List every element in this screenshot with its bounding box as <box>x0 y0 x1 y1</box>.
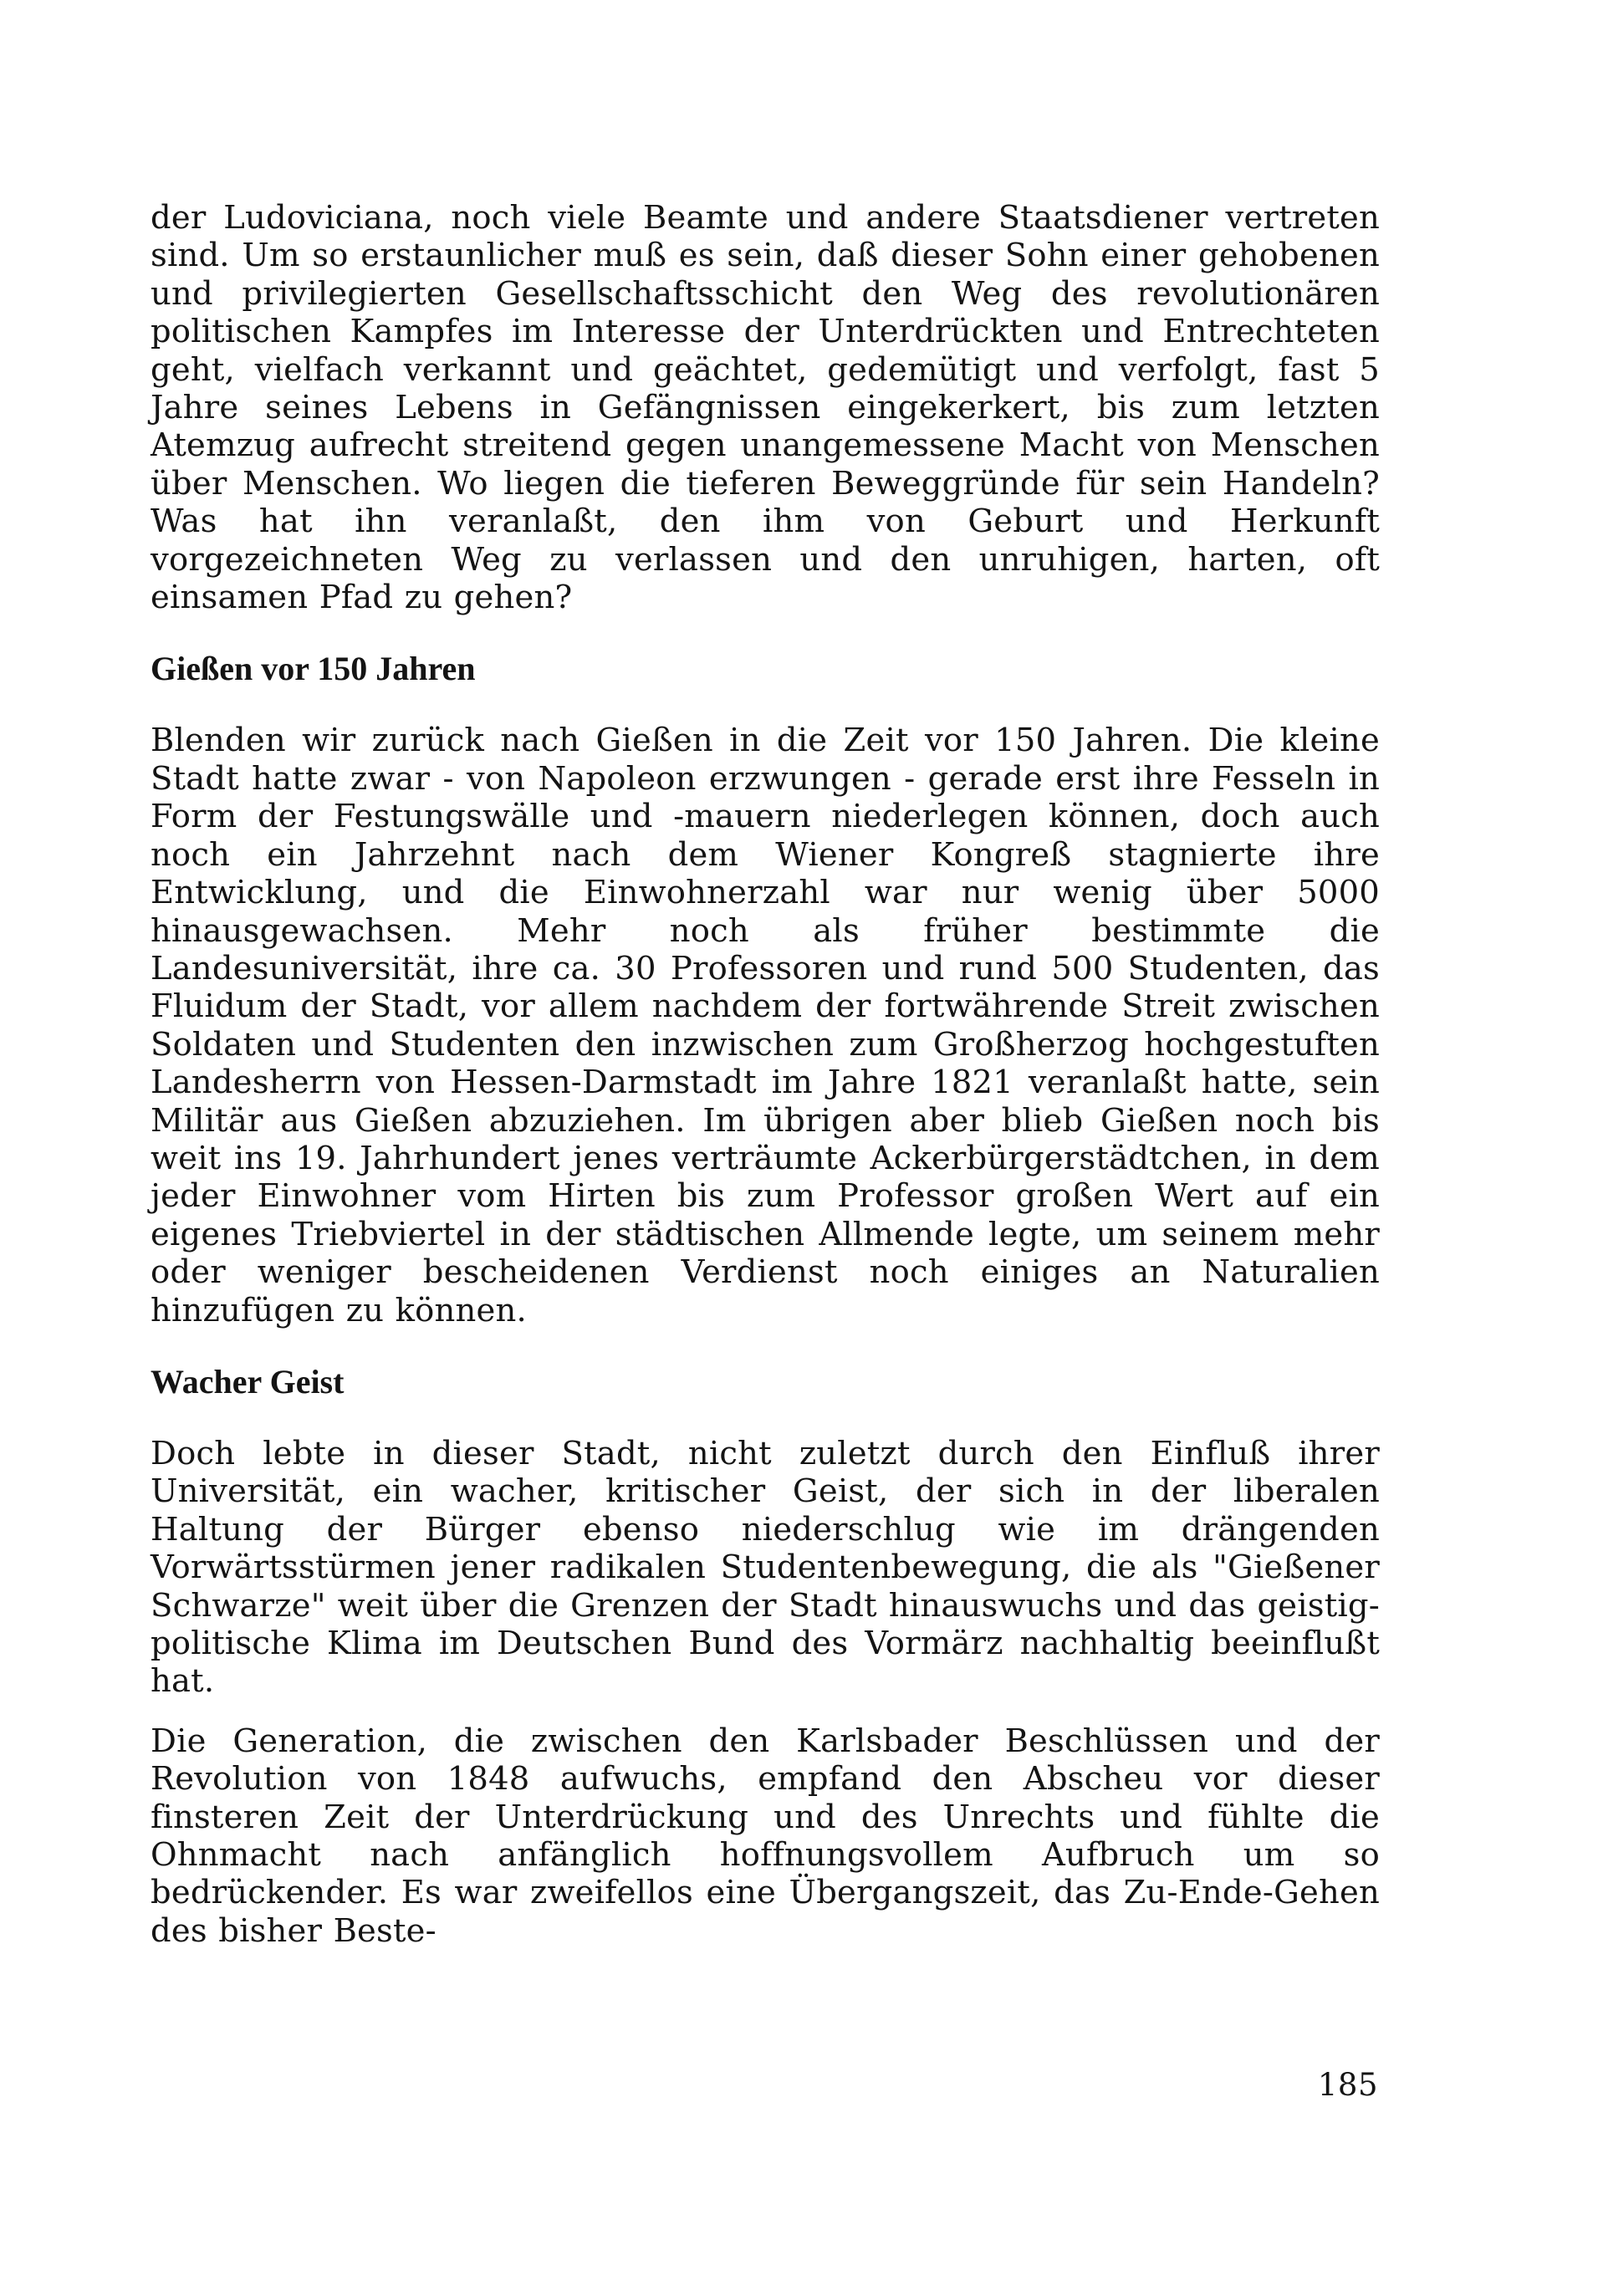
paragraph-giessen: Blenden wir zurück nach Gießen in die Zeit vor 150 Jahren. Die kleine Stadt hatte zwar - von Napoleon erzwungen - gerade erst ihre Fesseln in Form der Festungswälle und -mauern niederlegen können, doch auch noch ein Jahrzehnt nach dem Wiener Kongreß stagnierte ihre Entwicklung, und die Einwohnerzahl war nur wenig über 5000 hinausgewachsen. Mehr noch als früher bestimmte die Landesuniversität, ihre ca. 30 Professoren und rund 500 Studenten, das Fluidum der Stadt, vor allem nachdem der fortwährende Streit zwischen Soldaten und Studenten den inzwischen zum Großherzog hochgestuften Landesherrn von Hessen-Darmstadt im Jahre 1821 veranlaßt hatte, sein Militär aus Gießen abzuziehen. Im übrigen aber blieb Gießen noch bis weit ins 19. Jahrhundert jenes verträumte Ackerbürgerstädtchen, in dem jeder Einwohner vom Hirten bis zum Professor großen Wert auf ein eigenes Triebviertel in der städtischen Allmende legte, um seinem mehr oder weniger bescheidenen Verdienst noch einiges an Naturalien hinzufügen zu können. <box>151 722 1380 1329</box>
paragraph-wacher-geist: Doch lebte in dieser Stadt, nicht zuletzt durch den Einfluß ihrer Universität, ein wacher, kritischer Geist, der sich in der liberalen Haltung der Bürger ebenso niederschlug wie im drängenden Vorwärtsstürmen jener radikalen Studentenbewegung, die als "Gießener Schwarze" weit über die Grenzen der Stadt hinauswuchs und das geistig-politische Klima im Deutschen Bund des Vormärz nachhaltig beeinflußt hat. <box>151 1434 1380 1701</box>
section-heading-wacher-geist: Wacher Geist <box>151 1362 345 1401</box>
section-heading-giessen: Gießen vor 150 Jahren <box>151 650 476 688</box>
text-column <box>151 199 1380 1950</box>
paragraph-intro: der Ludoviciana, noch viele Beamte und andere Staatsdiener vertreten sind. Um so erstaunlicher muß es sein, daß dieser Sohn einer gehobenen und privilegierten Gesellschaftsschicht den Weg des revolutionären politischen Kampfes im Interesse der Unterdrückten und Entrechteten geht, vielfach verkannt und geächtet, gedemütigt und verfolgt, fast 5 Jahre seines Lebens in Gefängnissen eingekerkert, bis zum letzten Atemzug aufrecht streitend gegen unangemessene Macht von Menschen über Menschen. Wo liegen die tieferen Beweggründe für sein Handeln? Was hat ihn veranlaßt, den ihm von Geburt und Herkunft vorgezeichneten Weg zu verlassen und den unruhigen, harten, oft einsamen Pfad zu gehen? <box>151 199 1380 617</box>
paragraph-generation: Die Generation, die zwischen den Karlsbader Beschlüssen und der Revolution von 1848 aufwuchs, empfand den Abscheu vor dieser finsteren Zeit der Unterdrückung und des Unrechts und fühlte die Ohnmacht nach anfänglich hoffnungsvollem Aufbruch um so bedrückender. Es war zweifellos eine Übergangszeit, das Zu-Ende-Gehen des bisher Beste- <box>151 1722 1380 1950</box>
page-number: 185 <box>1317 2067 1378 2103</box>
